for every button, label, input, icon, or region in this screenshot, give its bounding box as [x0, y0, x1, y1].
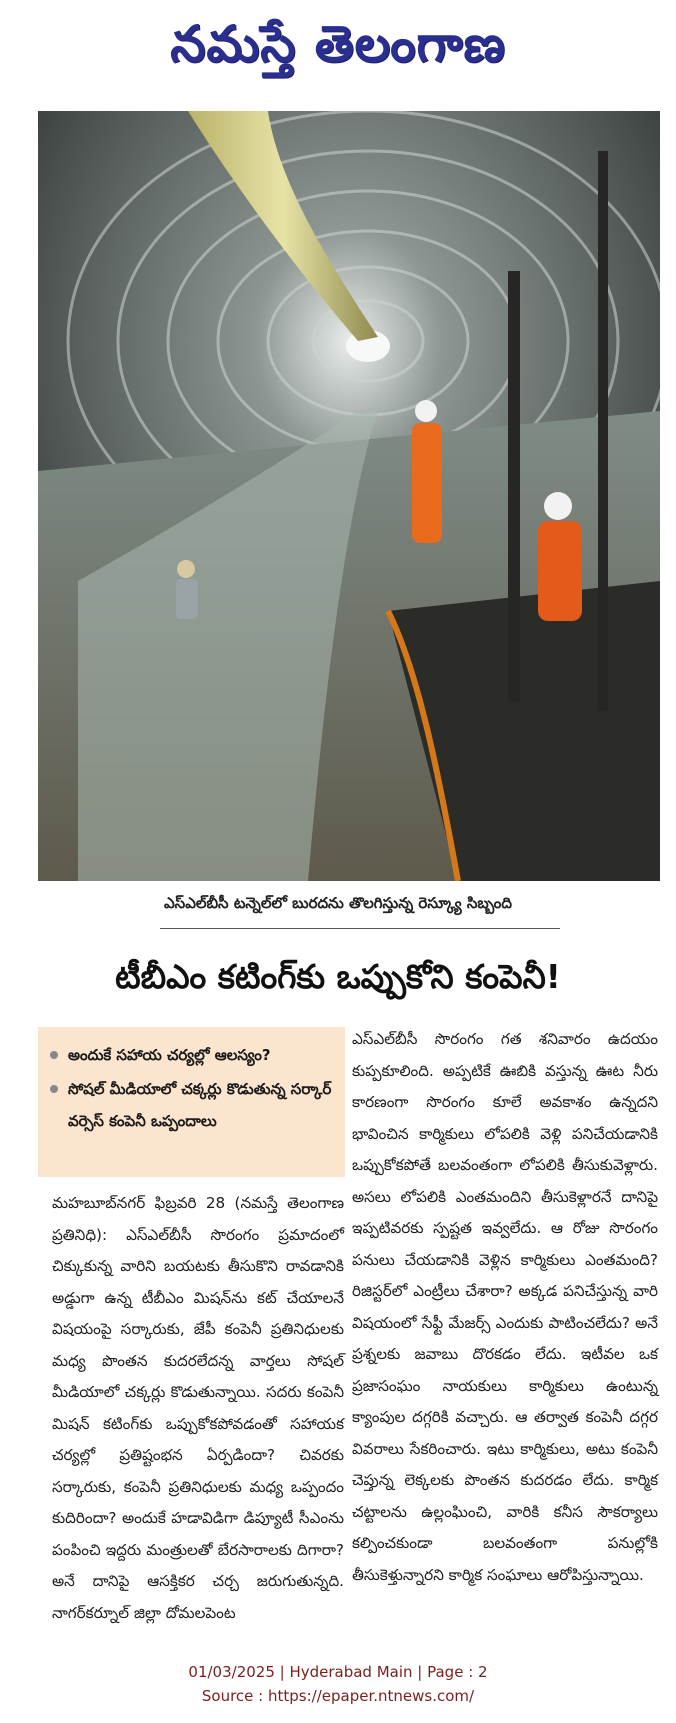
photo-caption: ఎస్ఎల్‌బీసీ టన్నెల్‌లో బురదను తొలగిస్తున్న రెస్క్యూ సిబ్బంది: [164, 894, 512, 912]
bullet-icon: [50, 1051, 58, 1059]
highlight-text: సోషల్ మీడియాలో చక్కర్లు కొడుతున్న సర్కార్ వర్సెస్ కంపెనీ ఒప్పందాలు: [68, 1080, 332, 1130]
highlight-item: [48, 1073, 335, 1137]
tunnel-rescue-photo: [38, 111, 660, 881]
tunnel-photo-illustration: [38, 111, 660, 881]
caption-divider: [160, 928, 560, 929]
masthead: [0, 0, 676, 100]
highlight-text: అందుకే సహాయ చర్యల్లో ఆలస్యం?: [68, 1046, 271, 1064]
source-link[interactable]: Source : https://epaper.ntnews.com/: [201, 1687, 475, 1705]
article-body-right-column: ఎస్ఎల్‌బీసీ సొరంగం గత శనివారం ఉదయం కుప్పకూలింది. అప్పటికే ఊబికి వస్తున్న ఊట నీరు కారణంగా సొరంగం కూలే అవకాశం ఉన్నదని భావించిన కార్మికులు లోపలికి వెళ్లి పనిచేయడానికి ఒప్పుకోకపోతే బలవంతంగా లోపలికి తీసుకువెళ్లారు. అసలు లోపలికి ఎంతమందిని తీసుకెళ్లారనే దానిపై ఇప్పటివరకు స్పష్టత ఇవ్వలేదు. ఆ రోజు సొరంగం పనులు చేయడానికి వెళ్లిన కార్మికులు ఎంతమంది? రిజిస్టర్‌లో ఎంట్రీలు చేశారా? అక్కడ పనిచేస్తున్న వారి విషయంలో సేఫ్టీ మేజర్స్ ఎందుకు పాటించలేదు? అనే ప్రశ్నలకు జవాబు దొరకడం లేదు. ఇటీవల ఒక ప్రజాసంఘం నాయకులు కార్మికులు ఉంటున్న క్యాంపుల దగ్గరికి వచ్చారు. ఆ తర్వాత కంపెనీ దగ్గర వివరాలు సేకరించారు. ఇటు కార్మికులు, అటు కంపెనీ చెప్తున్న లెక్కలకు పొంతన కుదరడం లేదు. కార్మిక చట్టాలను ఉల్లంఘించి, వారికి కనీస సౌకర్యాలు కల్పించకుండా బలవంతంగా పనుల్లోకి తీసుకెళ్తున్నారని కార్మిక సంఘాలు ఆరోపిస్తున్నాయి.: [352, 1030, 658, 1584]
highlight-item: [48, 1039, 335, 1071]
page-footer: [0, 1660, 676, 1720]
mud-worker-figure: [176, 560, 198, 619]
article-body-left-column: మహబూబ్‌నగర్ ఫిబ్రవరి 28 (నమస్తే తెలంగాణ ప్రతినిధి): ఎస్ఎల్‌బీసీ సొరంగం ప్రమాదంలో చిక్కుకున్న వారిని బయటకు తీసుకొని రావడానికి అడ్డుగా ఉన్న టీబీఎం మిషన్‌ను కట్ చేయాలనే విషయంపై సర్కారుకు, జేపీ కంపెనీ ప్రతినిధులకు మధ్య పొంతన కుదరలేదన్న వార్తలు సోషల్ మీడియాలో చక్కర్లు కొడుతున్నాయి. సదరు కంపెనీ మిషన్ కటింగ్‌కు ఒప్పుకోకపోవడంతో సహాయక చర్యల్లో ప్రతిష్టంభన ఏర్పడిందా? చివరకు సర్కారుకు, కంపెనీ ప్రతినిధులకు మధ్య ఒప్పందం కుదిరిందా? అందుకే హడావిడిగా డిప్యూటీ సీఎంను పంపించి ఇద్దరు మంత్రులతో బేరసారాలకు దిగారా? అనే దానిపై ఆసక్తికర చర్చ జరుగుతున్నది. నాగర్‌కర్నూల్ జిల్లా దోమలపెంట: [52, 1194, 344, 1622]
bullet-icon: [50, 1085, 58, 1093]
article-headline: టీబీఎం కటింగ్‌కు ఒప్పుకోని కంపెనీ!: [115, 956, 561, 996]
edition-info: 01/03/2025 | Hyderabad Main | Page : 2: [188, 1663, 488, 1681]
newspaper-title: నమస్తే తెలంగాణ: [170, 14, 506, 73]
highlights-box: [38, 1027, 345, 1177]
